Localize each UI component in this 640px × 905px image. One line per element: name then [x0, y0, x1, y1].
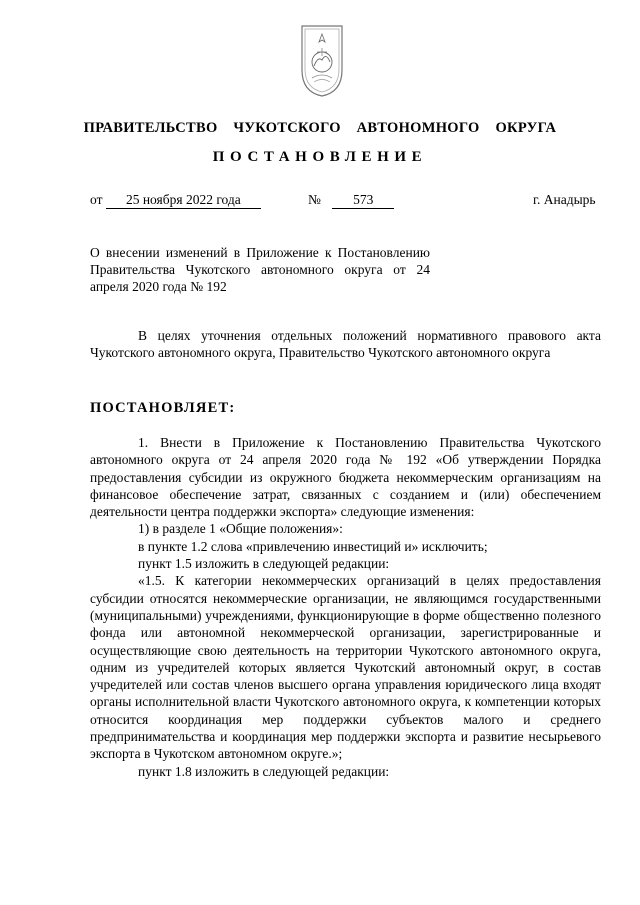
- number-prefix: №: [308, 192, 321, 207]
- paragraph: 1. Внести в Приложение к Постановлению Правительства Чукотского автономного округа от 24 апреля 2020 года № 192 «Об утверждении Порядка предоставления субсидии из окружного бюджета некоммерческим организациям на финансовое обеспечение затрат, связанных с созданием и (или) обеспечением деятельности центра поддержки экспорта» следующие изменения:: [90, 435, 601, 520]
- document-date: 25 ноября 2022 года: [106, 192, 261, 209]
- resolves-heading: ПОСТАНОВЛЯЕТ:: [90, 400, 236, 416]
- document-type-title: ПОСТАНОВЛЕНИЕ: [212, 149, 428, 165]
- paragraph: в пункте 1.2 слова «привлечению инвестиций и» исключить;: [138, 538, 488, 554]
- document-number: 573: [332, 192, 394, 209]
- document-subject: О внесении изменений в Приложение к Постановлению Правительства Чукотского автономного округа от 24 апреля 2020 года № 192: [90, 245, 430, 294]
- number-line: [308, 192, 394, 209]
- organization-title: ПРАВИТЕЛЬСТВО ЧУКОТСКОГО АВТОНОМНОГО ОКРУГА: [83, 120, 557, 136]
- date-line: [90, 192, 261, 209]
- paragraph: 1) в разделе 1 «Общие положения»:: [138, 521, 343, 537]
- paragraph: пункт 1.8 изложить в следующей редакции:: [138, 763, 390, 779]
- city: г. Анадырь: [533, 192, 596, 207]
- preamble-text: В целях уточнения отдельных положений нормативного правового акта Чукотского автономного округа, Правительство Чукотского автономного округа: [90, 328, 601, 361]
- date-prefix: от: [90, 192, 103, 207]
- chukotka-coat-of-arms-icon: [300, 22, 344, 98]
- main-body: [90, 434, 601, 780]
- preamble: [90, 327, 601, 362]
- paragraph: пункт 1.5 изложить в следующей редакции:: [138, 556, 390, 572]
- paragraph: «1.5. К категории некоммерческих организаций в целях предоставления субсидии относятся некоммерческие организации, не являющимся государственными (муниципальными) учреждениями, функционирующие в форме общественно полезного фонда или автономной некоммерческой организации, зарегистрированные и осуществляющие свою деятельность на территории Чукотского автономного округа, одним из учредителей которых является Чукотский автономный округ, в состав учредителей или состав членов высшего органа управления юридического лица входят органы исполнительной власти Чукотского автономного округа, к компетенции которых относится координация мер поддержки субъектов малого и среднего предпринимательства и координация мер поддержки экспорта и развитие несырьевого экспорта в Чукотском автономном округе.»;: [90, 573, 601, 762]
